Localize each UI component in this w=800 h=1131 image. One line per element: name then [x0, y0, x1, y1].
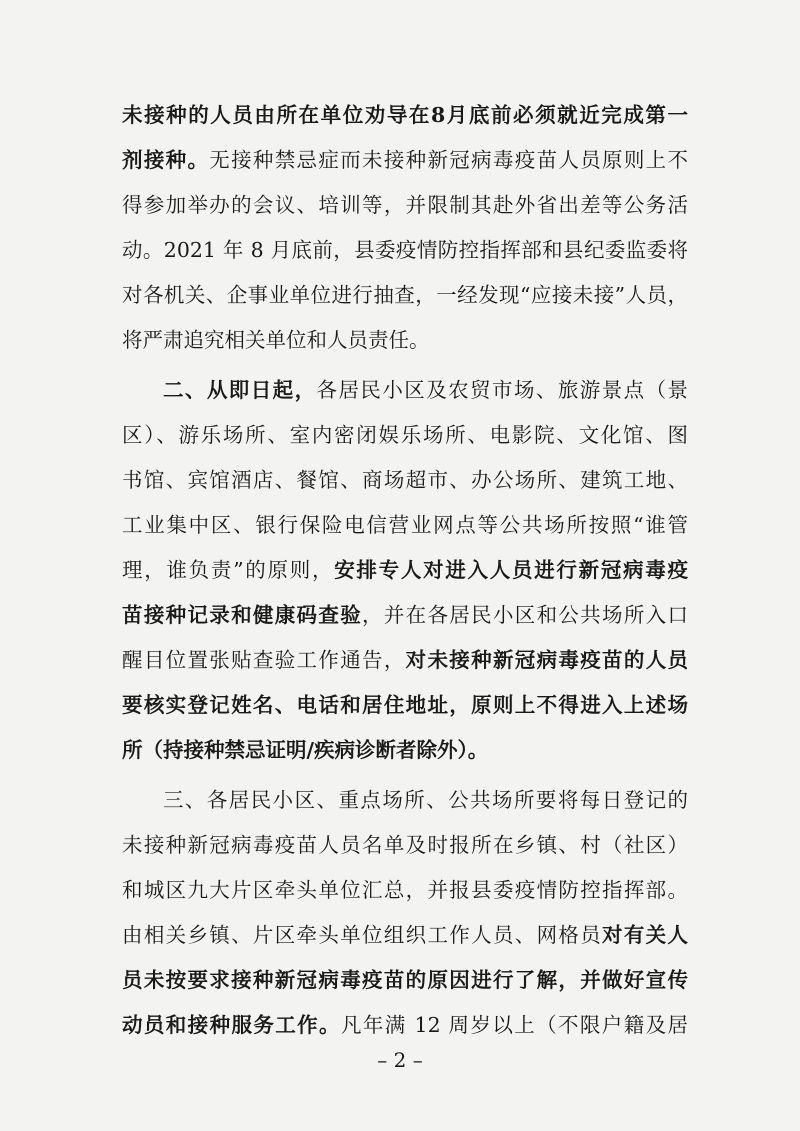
- text-line: [122, 138, 688, 183]
- bold-text-segment: 对未接种新冠病毒疫苗的人员: [405, 648, 689, 672]
- text-segment: 对各机关、企事业单位进行抽查，一经发现“应接未接”人员，: [122, 283, 688, 307]
- text-segment: 动。2021 年 8 月底前，县委疫情防控指挥部和县纪委监委将: [122, 238, 688, 262]
- text-segment: 无接种禁忌症而未接种新冠病毒疫苗人员原则上不: [209, 148, 688, 172]
- text-line: [122, 93, 688, 138]
- text-line: [122, 913, 688, 958]
- text-line: [122, 413, 688, 458]
- text-line: [122, 868, 688, 913]
- bold-text-segment: 安排专人对进入人员进行新冠病毒疫: [334, 558, 688, 582]
- text-line: [122, 548, 688, 593]
- text-line: [122, 823, 688, 868]
- bold-text-segment: 员未按要求接种新冠病毒疫苗的原因进行了解，并做好宣传: [122, 968, 688, 992]
- text-line: [122, 228, 688, 273]
- paragraph: [122, 93, 688, 363]
- text-segment: ，并在各居民小区和公共场所入口: [362, 603, 689, 627]
- text-segment: 得参加举办的会议、培训等，并限制其赴外省出差等公务活: [122, 193, 688, 217]
- text-segment: 和城区九大片区牵头单位汇总，并报县委疫情防控指挥部。: [122, 878, 688, 902]
- text-line: [122, 458, 688, 503]
- paragraph: [122, 778, 688, 1048]
- bold-text-segment: 对有关人: [602, 923, 689, 947]
- bold-text-segment: 所（持接种禁忌证明/疾病诊断者除外）。: [122, 738, 489, 762]
- bold-text-segment: 二、从即日起，: [163, 378, 317, 402]
- text-segment: 将严肃追究相关单位和人员责任。: [122, 328, 430, 352]
- text-segment: 醒目位置张贴查验工作通告，: [122, 648, 406, 672]
- text-segment: 三、各居民小区、重点场所、公共场所要将每日登记的: [163, 788, 688, 812]
- text-line: [122, 778, 688, 823]
- bold-text-segment: 剂接种。: [122, 148, 210, 172]
- text-line: [122, 593, 688, 638]
- text-segment: 工业集中区、银行保险电信营业网点等公共场所按照“谁管: [122, 513, 688, 537]
- text-segment: 未接种新冠病毒疫苗人员名单及时报所在乡镇、村（社区）: [122, 833, 688, 857]
- text-line: [122, 683, 688, 728]
- bold-text-segment: 要核实登记姓名、电话和居住地址，原则上不得进入上述场: [122, 693, 688, 717]
- text-line: [122, 638, 688, 683]
- bold-text-segment: 苗接种记录和健康码查验: [122, 603, 363, 627]
- text-segment: 理，谁负责”的原则，: [122, 558, 335, 582]
- text-line: [122, 503, 688, 548]
- text-line: [122, 958, 688, 1003]
- text-line: [122, 368, 688, 413]
- page-number: – 2 –: [377, 1048, 423, 1072]
- document-body: [122, 93, 688, 1048]
- bold-text-segment: 未接种的人员由所在单位劝导在8月底前必须就近完成第一: [122, 103, 688, 127]
- text-line: [122, 728, 688, 773]
- bold-text-segment: 动员和接种服务工作。: [122, 1013, 341, 1037]
- text-line: [122, 318, 688, 363]
- text-segment: 书馆、宾馆酒店、餐馆、商场超市、办公场所、建筑工地、: [122, 468, 688, 492]
- text-segment: 由相关乡镇、片区牵头单位组织工作人员、网格员: [122, 923, 603, 947]
- text-segment: 区）、游乐场所、室内密闭娱乐场所、电影院、文化馆、图: [122, 423, 688, 447]
- text-segment: 各居民小区及农贸市场、旅游景点（景: [316, 378, 689, 402]
- text-line: [122, 1003, 688, 1048]
- text-line: [122, 273, 688, 318]
- paragraph: [122, 368, 688, 773]
- text-line: [122, 183, 688, 228]
- text-segment: 凡年满 12 周岁以上（不限户籍及居: [340, 1013, 688, 1037]
